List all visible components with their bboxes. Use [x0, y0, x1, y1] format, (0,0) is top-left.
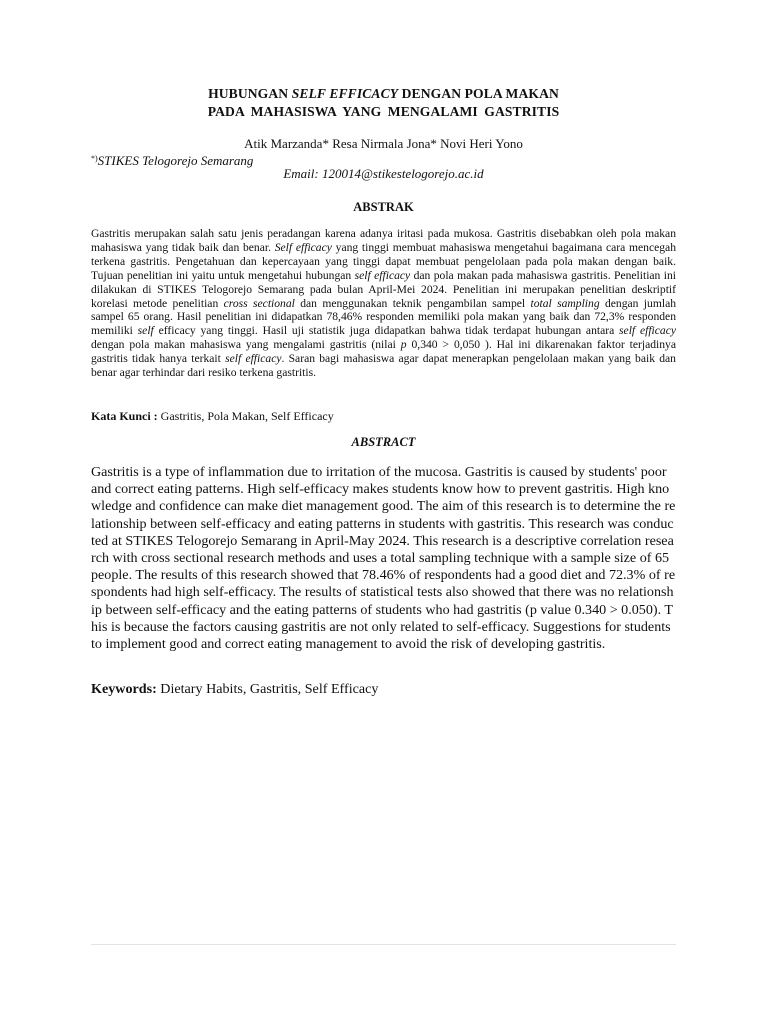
abstrak-text-run: dengan pola makan mahasiswa yang mengalami gastritis (nilai [91, 338, 401, 352]
abstrak-italic-term: self efficacy [619, 324, 676, 338]
keywords-value: Dietary Habits, Gastritis, Self Efficacy [156, 681, 379, 697]
abstrak-text-run: dan pola makan pada mahasiswa gastritis. Penelitian ini dilakukan di STIKES Telogorejo Semarang pada bulan April-Mei 2024. Penelitian ini merupakan penelitian deskriptif korelasi metode penelitian [91, 268, 677, 310]
abstrak-italic-term: total sampling [530, 296, 600, 310]
abstrak-text-run: efficacy yang tinggi. Hasil uji statistik juga didapatkan bahwa tidak terdapat hubungan antara [153, 324, 620, 338]
abstrak-italic-term: Self efficacy [274, 240, 332, 254]
author-email: Email: 120014@stikestelogorejo.ac.id [283, 166, 484, 181]
affiliation-institution: STIKES Telogorejo Semarang [97, 153, 254, 168]
abstrak-paragraph [91, 227, 676, 380]
abstract-heading: ABSTRACT [351, 435, 416, 449]
abstrak-text-run: Gastritis merupakan salah satu jenis peradangan karena adanya iritasi pada mukosa. Gastritis disebabkan oleh pola makan mahasiswa yang tidak baik dan benar. [91, 227, 676, 254]
abstrak-italic-term: cross sectional [223, 296, 295, 310]
affiliation-marker: *) [91, 154, 98, 163]
kata-kunci-label: Kata Kunci : [91, 409, 158, 423]
paper-title-line-1: HUBUNGAN SELF EFFICACY DENGAN POLA MAKAN [208, 86, 559, 101]
abstrak-text-run: yang tinggi membuat mahasiswa mengetahui bagaimana cara mencegah terkena gastritis. Pengetahuan dan kepercayaan yang tinggi dapat membuat pengelolaan pada pola makan dengan baik. Tujuan penelitian ini yaitu untuk mengetahui hubungan [91, 240, 677, 282]
kata-kunci [91, 408, 676, 424]
abstrak-italic-term: self efficacy [354, 268, 411, 282]
abstrak-italic-term: self efficacy [225, 352, 282, 366]
keywords-label: Keywords: [91, 681, 157, 697]
author-list: Atik Marzanda* Resa Nirmala Jona* Novi Heri Yono [244, 136, 523, 151]
footer-divider [91, 944, 676, 945]
abstrak-text-run: 0,340 > 0,050 ). Hal ini dikarenakan faktor terjadinya gastritis tidak hanya terkait [91, 338, 676, 366]
abstract-paragraph: Gastritis is a type of inflammation due to irritation of the mucosa. Gastritis is caused by students' poor and correct eating patterns. High self-efficacy makes students know how to prevent gastritis. High knowledge and confidence can make diet management good. The aim of this research is to determine the relationship between self-efficacy and eating patterns in students with gastritis. This research was conducted at STIKES Telogorejo Semarang in April-May 2024. This research is a descriptive correlation research with cross sectional research methods and uses a total sampling technique with a sample size of 65 people. The results of this research showed that 78.46% of respondents had a good diet and 72.3% of respondents had high self-efficacy. The results of statistical tests also showed that there was no relationship between self-efficacy and the eating patterns of students who had gastritis (p value 0.340 > 0.050). This is because the factors causing gastritis are not only related to self-efficacy. Suggestions for students to implement good and correct eating management to avoid the risk of developing gastritis. [91, 464, 676, 653]
kata-kunci-value: Gastritis, Pola Makan, Self Efficacy [157, 409, 334, 423]
abstrak-text-run: dan menggunakan teknik pengambilan sampel [294, 296, 531, 310]
keywords [91, 680, 676, 698]
abstrak-text-run: dengan jumlah sampel 65 orang. Hasil penelitian ini didapatkan 78,46% responden memiliki pola makan yang baik dan 72,3% responden memiliki [91, 296, 677, 338]
paper-title [91, 85, 676, 121]
paper-page [91, 0, 676, 1024]
abstrak-italic-term: self [137, 324, 154, 338]
abstrak-italic-term: p [400, 338, 407, 352]
paper-title-line-2: PADA MAHASISWA YANG MENGALAMI GASTRITIS [207, 104, 560, 119]
abstrak-text-run: . Saran bagi mahasiswa agar dapat menerapkan pengelolaan makan yang baik dan benar agar terhindar dari resiko terkena gastritis. [91, 352, 676, 380]
abstrak-heading: ABSTRAK [353, 200, 414, 214]
